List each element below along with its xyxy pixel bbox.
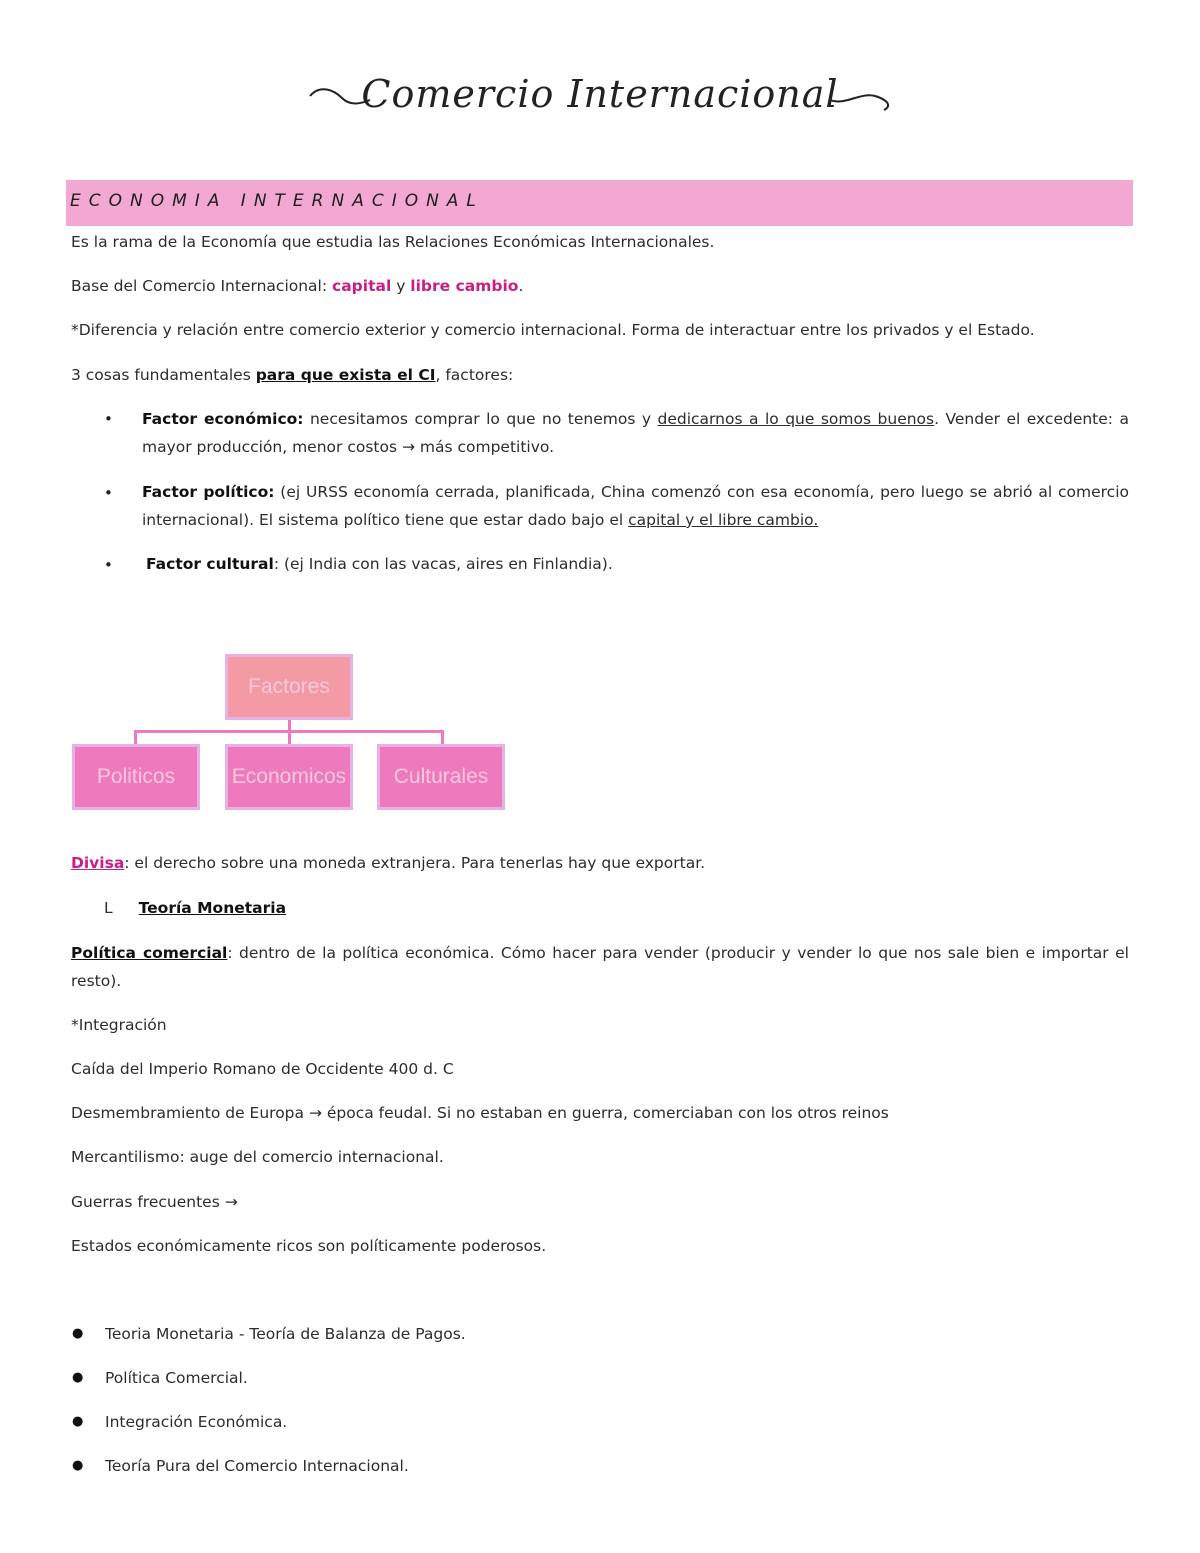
- list-bullet-icon: ●: [72, 1326, 84, 1341]
- tres-paragraph: 3 cosas fundamentales para que exista el CI, factores:: [71, 366, 514, 384]
- title-block: [300, 62, 900, 132]
- diagram-box-politicos: Politicos: [72, 744, 200, 810]
- list-bullet-icon: ●: [72, 1458, 84, 1473]
- capital-keyword: capital: [332, 277, 392, 295]
- text-line: *Integración: [71, 1016, 167, 1034]
- diagram-root-box: Factores: [225, 654, 353, 720]
- text-line: Caída del Imperio Romano de Occidente 400 d. C: [71, 1060, 454, 1078]
- diferencia-paragraph: *Diferencia y relación entre comercio exterior y comercio internacional. Forma de interactuar entre los privados y el Estado.: [71, 321, 1035, 339]
- bullet-icon: •: [104, 556, 113, 574]
- diagram-connector: [441, 730, 444, 744]
- list-item: Integración Económica.: [105, 1413, 288, 1431]
- intro-paragraph: Es la rama de la Economía que estudia las Relaciones Económicas Internacionales.: [71, 233, 715, 251]
- diagram-box-economicos: Economicos: [225, 744, 353, 810]
- base-paragraph: Base del Comercio Internacional: capital y libre cambio.: [71, 277, 524, 295]
- text-line: Desmembramiento de Europa → época feudal. Si no estaban en guerra, comerciaban con los otros reinos: [71, 1104, 889, 1122]
- bullet-icon: •: [104, 484, 113, 502]
- list-item: Teoria Monetaria - Teoría de Balanza de Pagos.: [105, 1325, 466, 1343]
- text-line: Guerras frecuentes →: [71, 1193, 238, 1211]
- divisa-paragraph: Divisa: el derecho sobre una moneda extranjera. Para tenerlas hay que exportar.: [71, 854, 706, 872]
- diagram-connector: [288, 730, 291, 744]
- list-item: Teoría Pura del Comercio Internacional.: [105, 1457, 409, 1475]
- libre-cambio-keyword: libre cambio: [410, 277, 519, 295]
- text-line: Estados económicamente ricos son políticamente poderosos.: [71, 1237, 547, 1255]
- bullet-icon: •: [104, 410, 113, 428]
- list-item: Política Comercial.: [105, 1369, 248, 1387]
- teoria-marker: L: [104, 899, 113, 917]
- diagram-connector: [134, 730, 137, 744]
- divisa-keyword: Divisa: [71, 854, 125, 872]
- factores-diagram: [70, 654, 510, 814]
- page-title: Comercio Internacional: [361, 72, 839, 116]
- list-bullet-icon: ●: [72, 1370, 84, 1385]
- politica-keyword: Política comercial: [71, 944, 228, 962]
- section-header: ECONOMIA INTERNACIONAL: [70, 191, 484, 211]
- teoria-monetaria-heading: L Teoría Monetaria: [104, 899, 287, 917]
- factor-cultural-item: Factor cultural: (ej India con las vacas, aires en Finlandia).: [146, 555, 613, 573]
- tres-bold: para que exista el CI: [255, 366, 436, 384]
- diagram-box-culturales: Culturales: [377, 744, 505, 810]
- factor-politico-item: Factor político: (ej URSS economía cerrada, planificada, China comenzó con esa economía, pero luego se abrió al comercio internacional). El sistema político tiene que estar dado bajo el capital y el libre cambio.: [142, 483, 1129, 529]
- politica-paragraph: Política comercial: dentro de la política económica. Cómo hacer para vender (producir y vender lo que nos sale bien e importar el resto).: [71, 944, 1129, 990]
- list-bullet-icon: ●: [72, 1414, 84, 1429]
- text-line: Mercantilismo: auge del comercio internacional.: [71, 1148, 444, 1166]
- factor-economico-item: Factor económico: necesitamos comprar lo que no tenemos y dedicarnos a lo que somos buenos. Vender el excedente: a mayor producción, menor costos → más competitivo.: [142, 410, 1129, 456]
- section-header-band: [66, 180, 1133, 226]
